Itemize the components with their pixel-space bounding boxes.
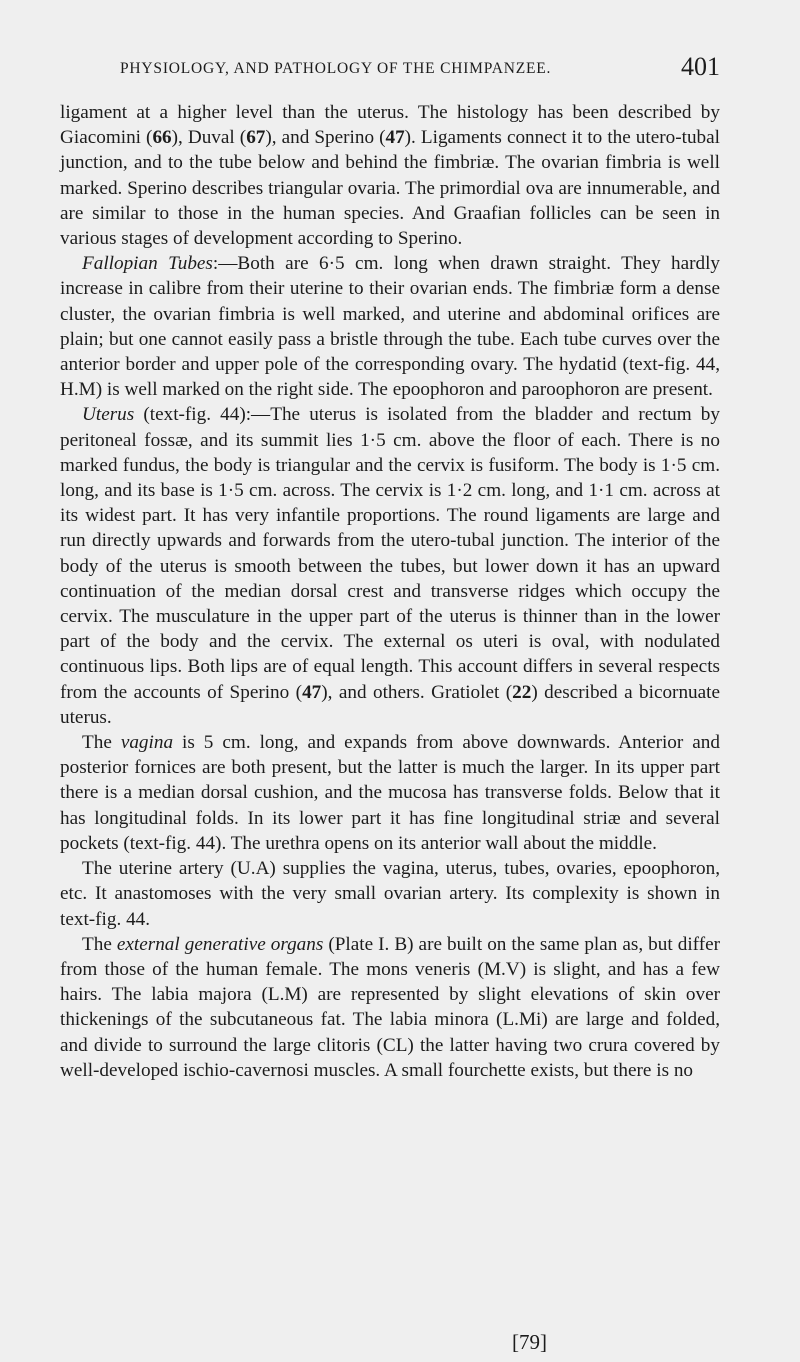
italic-term: external generative organs: [116, 933, 324, 955]
paragraph: [60, 402, 720, 730]
italic-term: vagina: [120, 732, 174, 754]
running-title: PHYSIOLOGY, AND PATHOLOGY OF THE CHIMPANZEE.: [120, 60, 552, 77]
italic-term: Uterus: [82, 404, 135, 426]
signature-mark: [79]: [512, 1330, 547, 1354]
text-run: ), and Sperino (: [265, 127, 386, 149]
text-run: The uterine artery (U.A) supplies the vagina, uterus, tubes, ovaries, epoophoron, etc. It anastomoses with the very small ovarian artery. Its complexity is shown in text-fig. 44.: [60, 858, 720, 930]
paragraph: [60, 932, 720, 1083]
italic-term: Fallopian Tubes: [82, 253, 213, 275]
text-run: (Plate I. B) are built on the same plan as, but differ from those of the human female. The mons veneris (M.V) is slight, and has a few hairs. The labia majora (L.M) are represented by slight elevations of skin over thickenings of the subcutaneous fat. The labia minora (L.Mi) are large and folded, and divide to surround the large clitoris (CL) the latter having two crura covered by well-developed ischio-cavernosi muscles. A small fourchette exists, but there is no: [60, 933, 720, 1081]
paragraph: [60, 730, 720, 856]
body-text: [60, 100, 720, 1083]
text-run: ) described a bicornuate uterus.: [60, 681, 720, 728]
running-head: [100, 52, 720, 92]
reference-number: 22: [512, 681, 532, 703]
text-run: (text-fig. 44):—The uterus is isolated from the bladder and rectum by peritoneal fossæ, and its summit lies 1·5 cm. above the floor of each. There is no marked fundus, the body is triangular and the cervix is fusiform. The body is 1·5 cm. long, and its base is 1·5 cm. across. The cervix is 1·2 cm. long, and 1·1 cm. across at its widest part. It has very infantile proportions. The round ligaments are large and run directly upwards and forwards from the utero-tubal junction. The interior of the body of the uterus is smooth between the tubes, but lower down it has an upward continuation of the median dorsal crest and transverse ridges which occupy the cervix. The musculature in the upper part of the uterus is thinner than in the lower part of the body and the cervix. The external os uteri is oval, with nodulated continuous lips. Both lips are of equal length. This account differs in several respects from the accounts of Sperino (: [60, 404, 720, 703]
text-run: The: [82, 732, 121, 754]
text-run: ), and others. Gratiolet (: [321, 681, 513, 703]
reference-number: 47: [302, 681, 322, 703]
paragraph: [60, 100, 720, 251]
page-number: 401: [681, 52, 720, 81]
text-run: ), Duval (: [171, 127, 247, 149]
reference-number: 67: [246, 127, 266, 149]
text-run: :—Both are 6·5 cm. long when drawn straight. They hardly increase in calibre from their uterine to their ovarian ends. The fimbriæ form a dense cluster, the ovarian fimbria is well marked, and uterine and abdominal orifices are plain; but one cannot easily pass a bristle through the tube. Each tube curves over the anterior border and upper pole of the corresponding ovary. The hydatid (text-fig. 44, H.M) is well marked on the right side. The epoophoron and paroophoron are present.: [60, 253, 720, 401]
text-run: is 5 cm. long, and expands from above downwards. Anterior and posterior fornices are both present, but the latter is much the larger. In its upper part there is a median dorsal cushion, and the mucosa has transverse folds. Below that it has longitudinal folds. In its lower part it has fine longitudinal striæ and several pockets (text-fig. 44). The urethra opens on its anterior wall about the middle.: [60, 732, 720, 854]
reference-number: 47: [385, 127, 405, 149]
paragraph: [60, 856, 720, 932]
paragraph: [60, 251, 720, 402]
text-run: ligament at a higher level than the uterus. The histology has been described by Giacomini (: [60, 102, 720, 149]
text-run: The: [82, 933, 117, 955]
reference-number: 66: [152, 127, 172, 149]
text-run: ). Ligaments connect it to the utero-tubal junction, and to the tube below and behind the fimbriæ. The ovarian fimbria is well marked. Sperino describes triangular ovaria. The primordial ova are innumerable, and are similar to those in the human species. And Graafian follicles can be seen in various stages of development according to Sperino.: [60, 127, 720, 250]
